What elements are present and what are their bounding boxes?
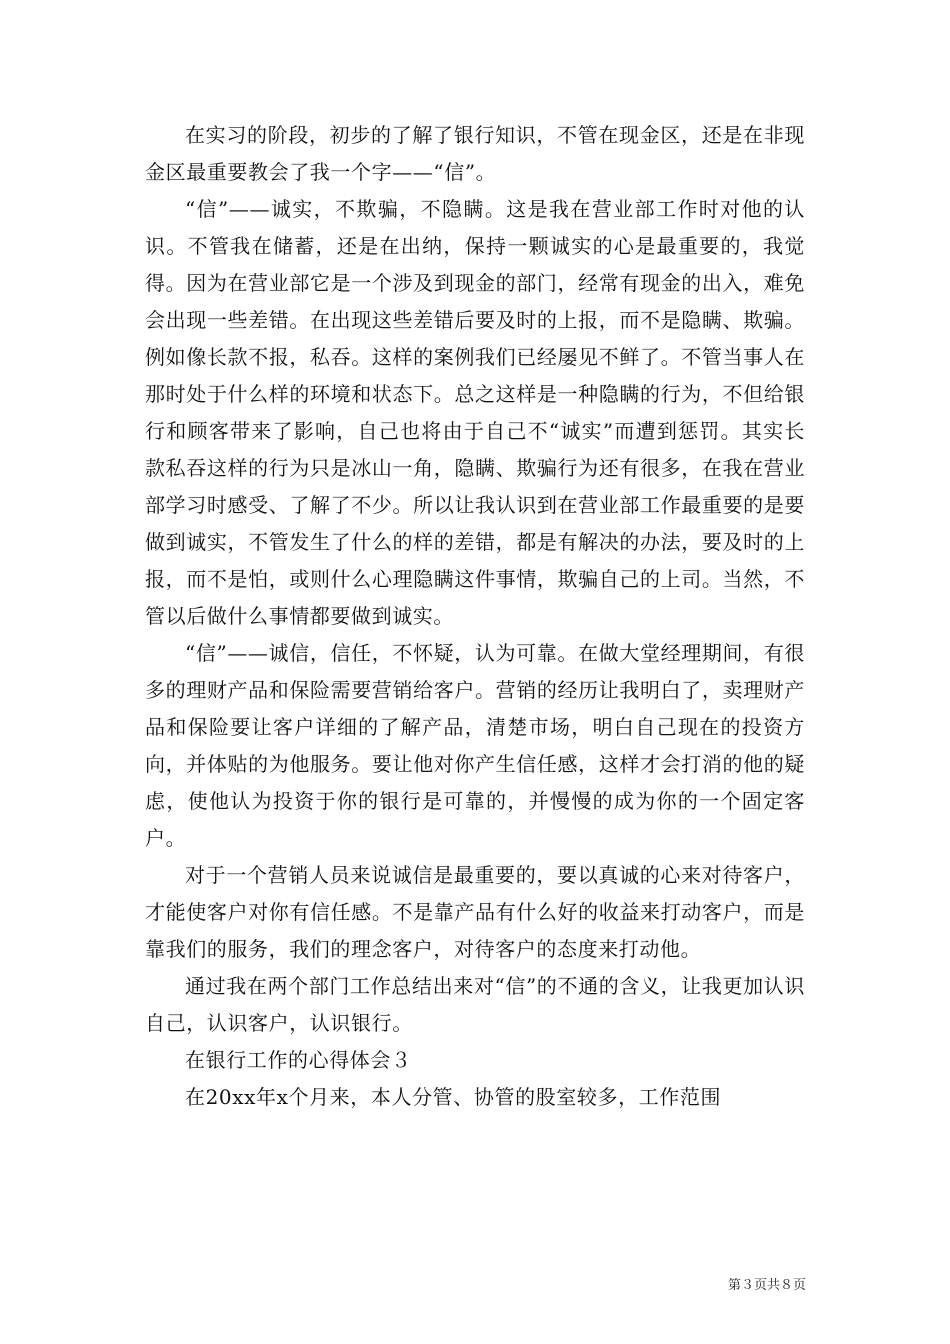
page-number-footer: 第３页共８页 — [727, 1278, 806, 1293]
paragraph-1: 在实习的阶段，初步的了解了银行知识，不管在现金区，还是在非现金区最重要教会了我一个字——“信”。 — [145, 123, 805, 184]
paragraph-3: “信”——诚信，信任，不怀疑，认为可靠。在做大堂经理期间，有很多的理财产品和保险需要营销给客户。营销的经历让我明白了，卖理财产品和保险要让客户详细的了解产品，清楚市场，明白自己现在的投资方向，并体贴的为他服务。要让他对你产生信任感，这样才会打消的他的疑虑，使他认为投资于你的银行是可靠的，并慢慢的成为你的一个固定客户。 — [145, 641, 805, 850]
paragraph-4: 对于一个营销人员来说诚信是最重要的，要以真诚的心来对待客户，才能使客户对你有信任感。不是靠产品有什么好的收益来打动客户，而是靠我们的服务，我们的理念客户，对待客户的态度来打动他。 — [145, 863, 805, 961]
section-heading: 在银行工作的心得体会３ — [185, 1048, 412, 1072]
paragraph-2: “信”——诚实，不欺骗，不隐瞒。这是我在营业部工作时对他的认识。不管我在储蓄，还是在出纳，保持一颗诚实的心是最重要的，我觉得。因为在营业部它是一个涉及到现金的部门，经常有现金的出入，难免会出现一些差错。在出现这些差错后要及时的上报，而不是隐瞒、欺骗。例如像长款不报，私吞。这样的案例我们已经屡见不鲜了。不管当事人在那时处于什么样的环境和状态下。总之这样是一种隐瞒的行为，不但给银行和顾客带来了影响，自己也将由于自己不“诚实”而遭到惩罚。其实长款私吞这样的行为只是冰山一角，隐瞒、欺骗行为还有很多，在我在营业部学习时感受、了解了不少。所以让我认识到在营业部工作最重要的是要做到诚实，不管发生了什么的样的差错，都是有解决的办法，要及时的上报，而不是怕，或则什么心理隐瞒这件事情，欺骗自己的上司。当然，不管以后做什么事情都要做到诚实。 — [145, 197, 805, 628]
paragraph-5: 通过我在两个部门工作总结出来对“信”的不通的含义，让我更加认识自己，认识客户，认识银行。 — [145, 974, 805, 1035]
paragraph-6: 在20xx年x个月来，本人分管、协管的股室较多，工作范围 — [185, 1085, 722, 1109]
document-body — [145, 117, 805, 1116]
